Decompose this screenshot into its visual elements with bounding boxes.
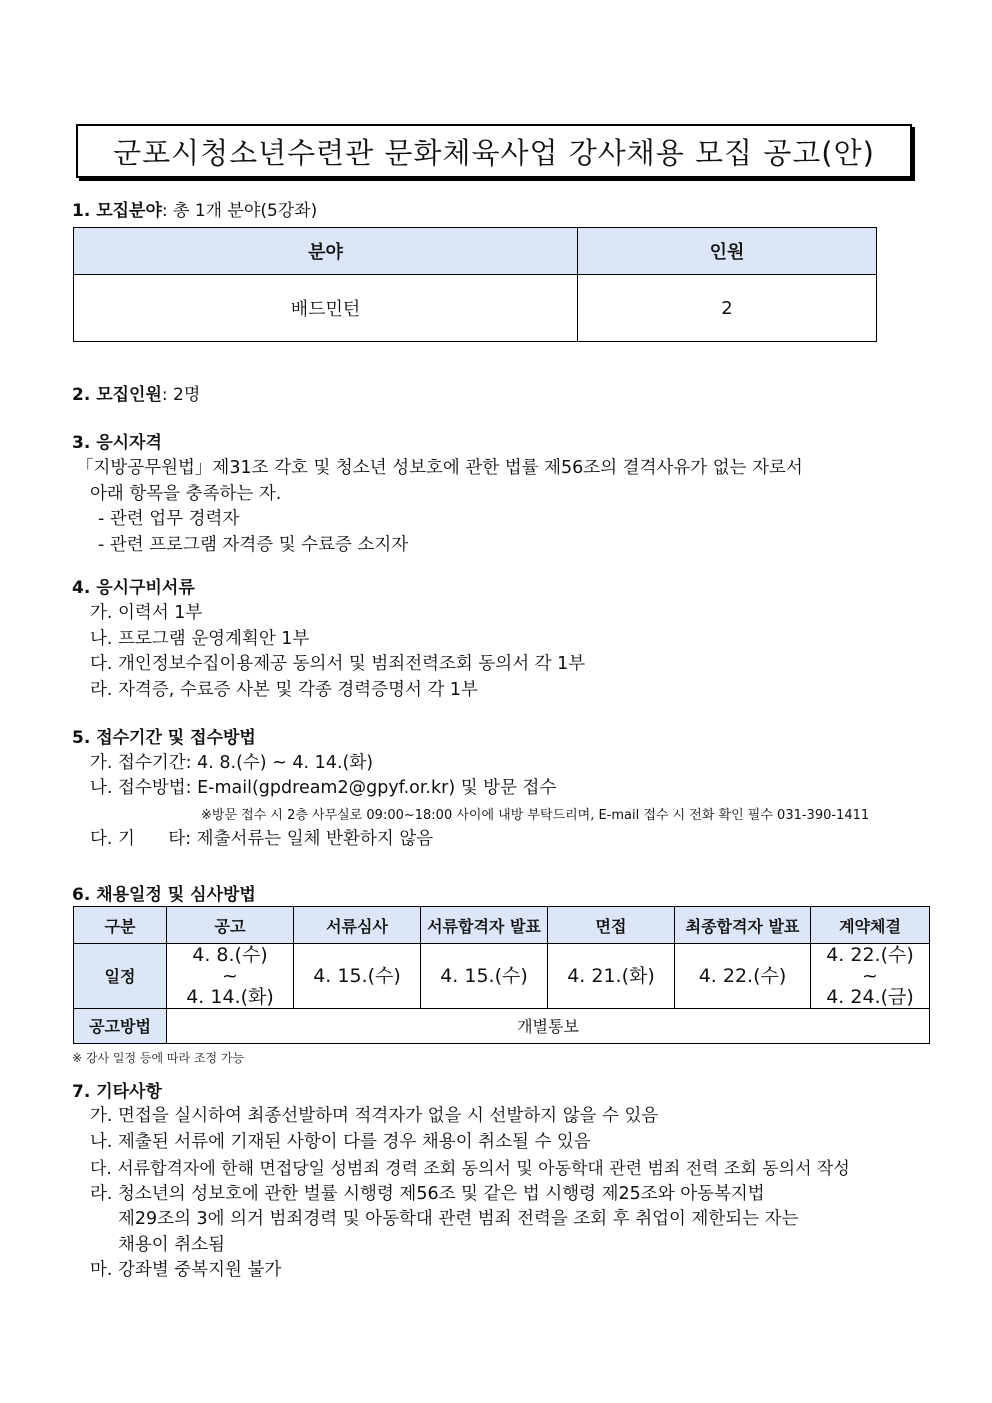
document-item: 다. 개인정보수집이용제공 동의서 및 범죄전력조회 동의서 각 1부	[90, 654, 586, 674]
misc-item: 가. 면접을 실시하여 최종선발하며 적격자가 없을 시 선발하지 않을 수 있음	[90, 1106, 659, 1126]
misc-item-continued: 채용이 취소됨	[118, 1235, 225, 1255]
count-header: 인원	[578, 228, 877, 275]
field-cell: 배드민턴	[74, 275, 578, 342]
schedule-header: 면접	[548, 907, 675, 944]
schedule-table	[73, 906, 930, 1044]
method-row-label: 공고방법	[74, 1009, 167, 1044]
schedule-header: 서류심사	[294, 907, 421, 944]
application-period: 가. 접수기간: 4. 8.(수) ~ 4. 14.(화)	[90, 753, 374, 773]
misc-item: 나. 제출된 서류에 기재된 사항이 다를 경우 채용이 취소될 수 있음	[90, 1132, 591, 1152]
field-table	[73, 227, 877, 342]
contract-period-cell	[811, 944, 930, 1009]
schedule-header: 공고	[167, 907, 294, 944]
other-notice: 다. 기 타: 제출서류는 일체 반환하지 않음	[90, 829, 434, 849]
section-7-heading: 7. 기타사항	[72, 1082, 162, 1102]
schedule-header: 계약체결	[811, 907, 930, 944]
doc-review-cell: 4. 15.(수)	[294, 944, 421, 1009]
contract-start: 4. 22.(수)	[826, 943, 914, 966]
qualification-line: 아래 항목을 충족하는 자.	[90, 484, 282, 504]
interview-cell: 4. 21.(화)	[548, 944, 675, 1009]
field-header: 분야	[74, 228, 578, 275]
schedule-header: 서류합격자 발표	[421, 907, 548, 944]
schedule-header: 최종합격자 발표	[675, 907, 811, 944]
misc-item: 라. 청소년의 성보호에 관한 벌률 시행령 제56조 및 같은 법 시행령 제25조와 아동복지법	[90, 1184, 765, 1204]
notice-tilde: ~	[222, 964, 238, 987]
count-cell: 2	[578, 275, 877, 342]
schedule-footnote: ※ 강사 일정 등에 따라 조정 가능	[72, 1051, 245, 1065]
final-pass-cell: 4. 22.(수)	[675, 944, 811, 1009]
visit-note: ※방문 접수 시 2층 사무실로 09:00~18:00 사이에 내방 부탁드리며, E-mail 접수 시 전화 확인 필수 031-390-1411	[201, 808, 870, 823]
schedule-row-label: 일정	[74, 944, 167, 1009]
notice-period-cell	[167, 944, 294, 1009]
method-cell: 개별통보	[167, 1009, 930, 1044]
section-2-title: 2. 모집인원	[72, 385, 162, 405]
contract-tilde: ~	[862, 964, 878, 987]
qualification-item: - 관련 프로그램 자격증 및 수료증 소지자	[98, 535, 409, 555]
application-method: 나. 접수방법: E-mail(gpdream2@gpyf.or.kr) 및 방문 접수	[90, 778, 557, 798]
section-1-heading	[72, 196, 317, 221]
misc-item: 마. 강좌별 중복지원 불가	[90, 1260, 282, 1280]
qualification-item: - 관련 업무 경력자	[98, 509, 240, 529]
document-item: 나. 프로그램 운영계획안 1부	[90, 629, 310, 649]
section-1-title: 1. 모집분야	[72, 201, 162, 221]
section-3-heading: 3. 응시자격	[72, 433, 162, 453]
document-item: 가. 이력서 1부	[90, 603, 203, 623]
misc-item: 다. 서류합격자에 한해 면접당일 성범죄 경력 조회 동의서 및 아동학대 관련 범죄 전력 조회 동의서 작성	[90, 1159, 850, 1179]
qualification-line: 「지방공무원법」제31조 각호 및 청소년 성보호에 관한 법률 제56조의 결격사유가 없는 자로서	[76, 458, 803, 478]
section-1-summary: : 총 1개 분야(5강좌)	[161, 201, 318, 221]
doc-pass-cell: 4. 15.(수)	[421, 944, 548, 1009]
contract-end: 4. 24.(금)	[826, 985, 914, 1008]
section-6-heading: 6. 채용일정 및 심사방법	[72, 885, 256, 905]
document-item: 라. 자격증, 수료증 사본 및 각종 경력증명서 각 1부	[90, 680, 478, 700]
section-5-heading: 5. 접수기간 및 접수방법	[72, 728, 256, 748]
misc-item-continued: 제29조의 3에 의거 범죄경력 및 아동학대 관련 범죄 전력을 조회 후 취업이 제한되는 자는	[118, 1209, 799, 1229]
notice-end: 4. 14.(화)	[186, 985, 274, 1008]
notice-start: 4. 8.(수)	[192, 943, 268, 966]
section-4-heading: 4. 응시구비서류	[72, 578, 195, 598]
section-2-summary: : 2명	[161, 385, 201, 405]
schedule-header: 구분	[74, 907, 167, 944]
section-2-heading	[72, 380, 200, 405]
page-title: 군포시청소년수련관 문화체육사업 강사채용 모집 공고(안)	[76, 124, 912, 178]
